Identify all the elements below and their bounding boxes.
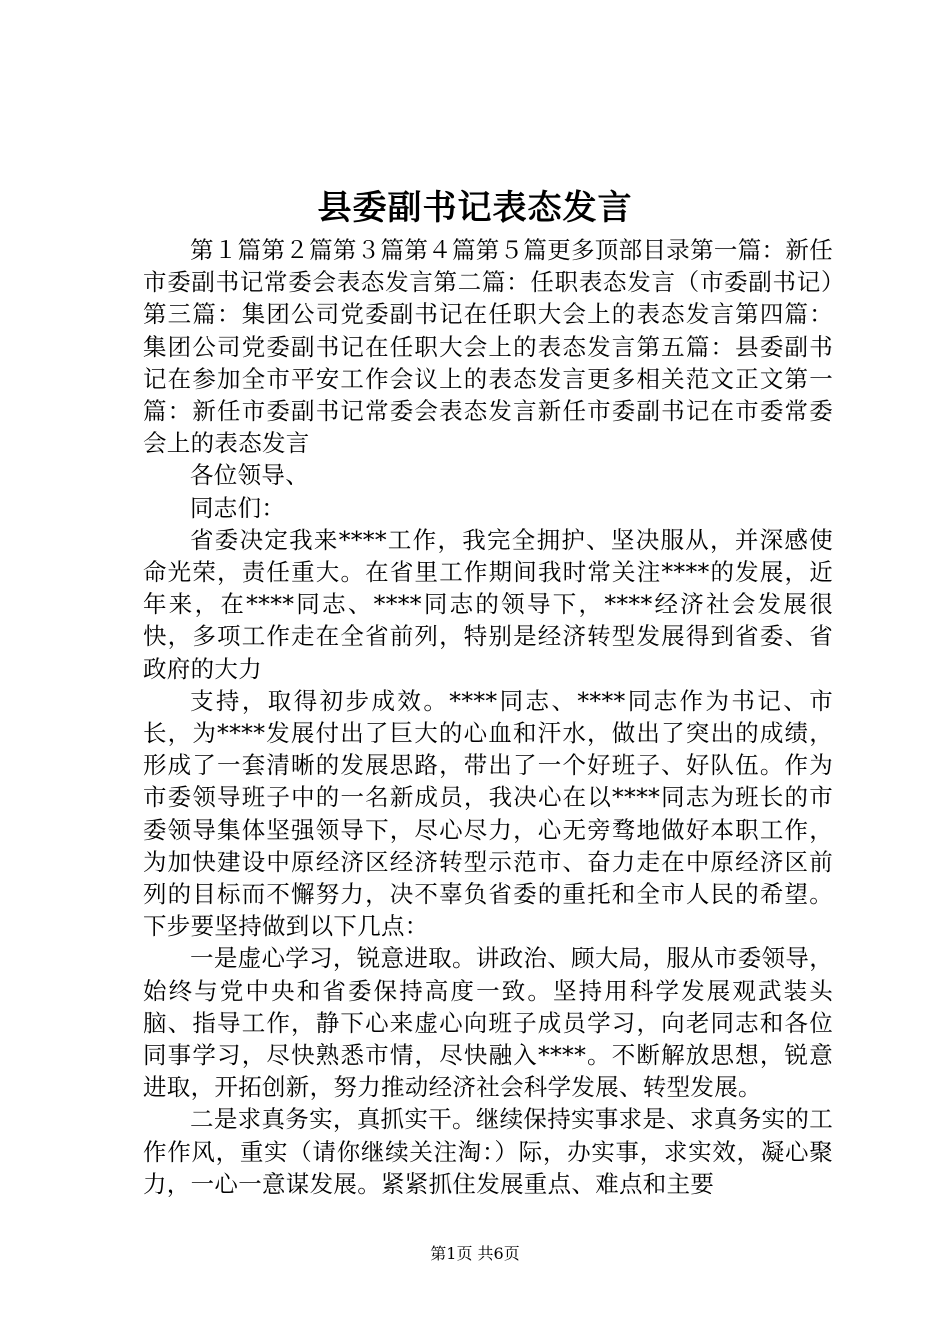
salutation-comrades: 同志们： bbox=[190, 493, 286, 522]
body-paragraph: 一是虚心学习，锐意进取。讲政治、顾大局，服从市委领导，始终与党中央和省委保持高度一致。坚持用科学发展观武装头脑、指导工作，静下心来虚心向班子成员学习，向老同志和各位同事学习，尽快熟悉市情，尽快融入****。不断解放思想，锐意进取，开拓创新，努力推动经济社会科学发展、转型发展。 bbox=[143, 944, 833, 1102]
document-body bbox=[143, 234, 833, 1200]
salutation-leaders: 各位领导、 bbox=[190, 461, 309, 490]
document-title: 县委副书记表态发言 bbox=[317, 188, 633, 228]
body-paragraph: 支持，取得初步成效。****同志、****同志作为书记、市长，为****发展付出了巨大的心血和汗水，做出了突出的成绩，形成了一套清晰的发展思路，带出了一个好班子、好队伍。作为市委领导班子中的一名新成员，我决心在以****同志为班长的市委领导集体坚强领导下，尽心尽力，心无旁骛地做好本职工作，为加快建设中原经济区经济转型示范市、奋力走在中原经济区前列的目标而不懈努力，决不辜负省委的重托和全市人民的希望。下步要坚持做到以下几点： bbox=[143, 686, 833, 941]
body-paragraph: 省委决定我来****工作，我完全拥护、坚决服从，并深感使命光荣，责任重大。在省里工作期间我时常关注****的发展，近年来，在****同志、****同志的领导下，****经济社会发展很快，多项工作走在全省前列，特别是经济转型发展得到省委、省政府的大力 bbox=[143, 525, 833, 683]
table-of-contents-paragraph: 第１篇第２篇第３篇第４篇第５篇更多顶部目录第一篇：新任市委副书记常委会表态发言第二篇：任职表态发言（市委副书记）第三篇：集团公司党委副书记在任职大会上的表态发言第四篇：集团公司党委副书记在任职大会上的表态发言第五篇：县委副书记在参加全市平安工作会议上的表态发言更多相关范文正文第一篇：新任市委副书记常委会表态发言新任市委副书记在市委常委会上的表态发言 bbox=[143, 236, 833, 458]
body-paragraph: 二是求真务实，真抓实干。继续保持实事求是、求真务实的工作作风，重实（请你继续关注淘：）际，办实事，求实效，凝心聚力，一心一意谋发展。紧紧抓住发展重点、难点和主要 bbox=[143, 1105, 833, 1198]
page-number-footer: 第1页 共6页 bbox=[430, 1244, 520, 1263]
